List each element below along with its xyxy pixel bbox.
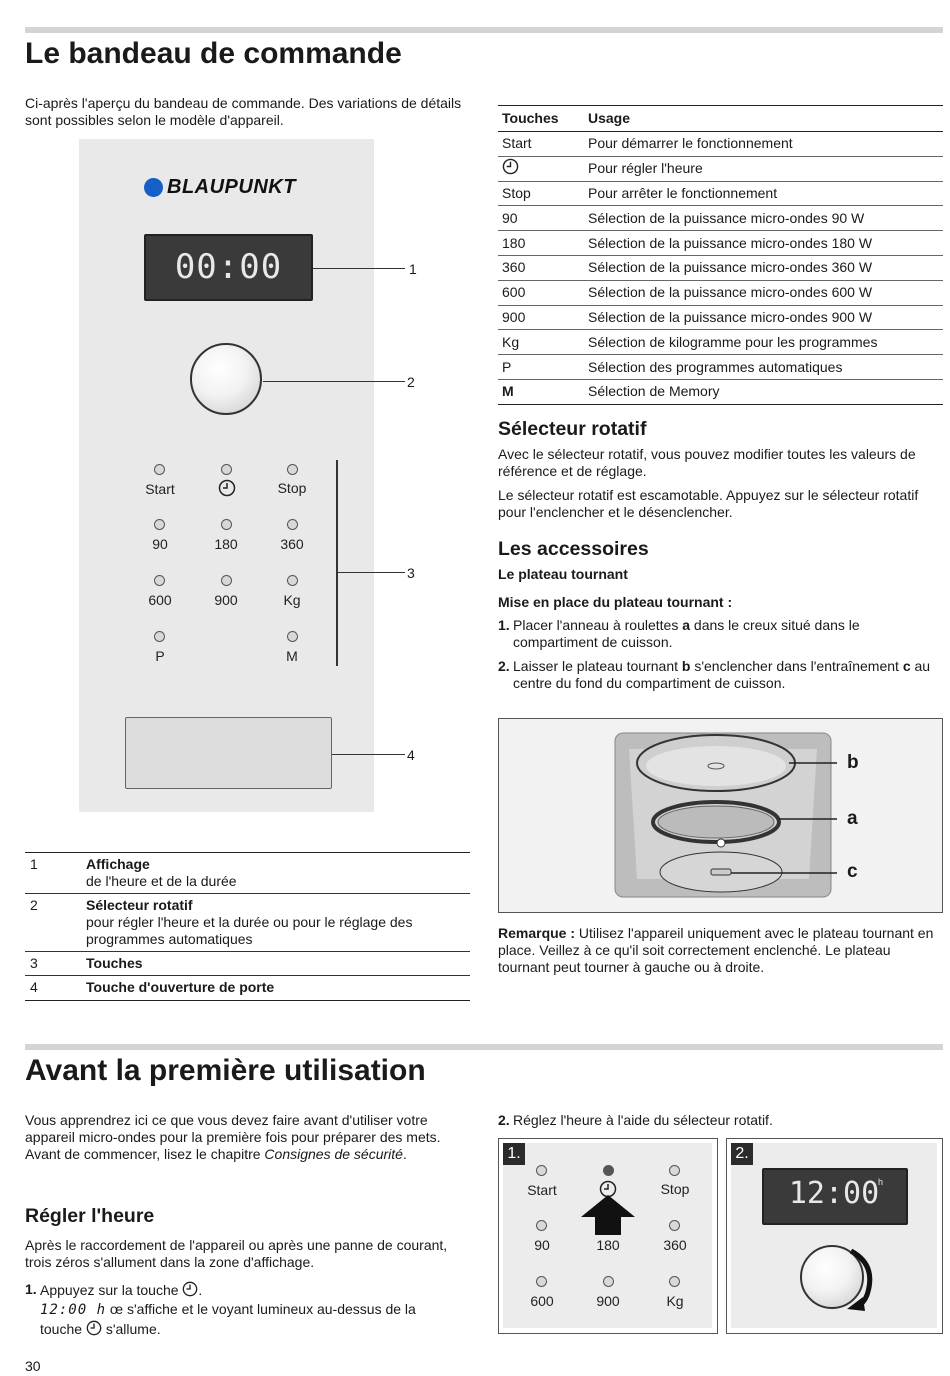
clock-icon bbox=[86, 1320, 102, 1336]
callout-line-2 bbox=[263, 381, 405, 382]
clock-title: Régler l'heure bbox=[25, 1205, 155, 1227]
legend-title: Sélecteur rotatif bbox=[86, 897, 193, 914]
key-label-p: P bbox=[155, 648, 165, 664]
led-kg bbox=[287, 575, 298, 586]
key-label-90: 90 bbox=[534, 1237, 550, 1253]
page-number: 30 bbox=[25, 1358, 41, 1374]
callout-1: 1 bbox=[409, 261, 417, 277]
display-unit: h bbox=[878, 1177, 884, 1187]
step-badge-2: 2. bbox=[731, 1143, 753, 1165]
table-row bbox=[498, 206, 943, 231]
key-cell: 360 bbox=[502, 259, 526, 276]
rotate-arrow-icon bbox=[837, 1247, 879, 1311]
key-label-kg: Kg bbox=[666, 1293, 684, 1309]
led-p bbox=[154, 631, 165, 642]
legend-title: Touches bbox=[86, 955, 143, 972]
table-row bbox=[498, 281, 943, 306]
key-label-900: 900 bbox=[596, 1293, 620, 1309]
led-90 bbox=[536, 1220, 547, 1231]
door-button bbox=[125, 717, 332, 789]
accessories-subtitle: Le plateau tournant bbox=[498, 566, 628, 582]
legend-num: 4 bbox=[30, 979, 38, 996]
led-900 bbox=[603, 1276, 614, 1287]
led-kg bbox=[669, 1276, 680, 1287]
display-glyph: 12:00 h bbox=[40, 1302, 107, 1318]
section-title: Avant la première utilisation bbox=[25, 1054, 426, 1087]
rotary-title: Sélecteur rotatif bbox=[498, 418, 647, 440]
key-cell: Stop bbox=[502, 184, 531, 201]
table-row bbox=[498, 132, 943, 157]
label-a: a bbox=[847, 808, 858, 829]
clock-icon bbox=[218, 479, 236, 497]
header-usage: Usage bbox=[588, 109, 631, 126]
usage-cell: Sélection de Memory bbox=[588, 383, 720, 400]
key-label-start: Start bbox=[145, 481, 175, 497]
legend-row bbox=[25, 853, 470, 894]
callout-4: 4 bbox=[407, 747, 415, 763]
led-start bbox=[536, 1165, 547, 1176]
usage-cell: Pour arrêter le fonctionnement bbox=[588, 184, 778, 201]
brand-logo bbox=[144, 176, 296, 198]
key-label-600: 600 bbox=[530, 1293, 554, 1309]
key-cell: 900 bbox=[502, 308, 526, 325]
section-rule bbox=[25, 1044, 943, 1050]
list-item: 2. Laisser le plateau tournant b s'enclencher dans l'entraînement c au centre du fond du compartiment de cuisson. bbox=[498, 658, 931, 692]
key-cell: Start bbox=[502, 135, 532, 152]
clock-text: Après le raccordement de l'appareil ou après une panne de courant, trois zéros s'allument dans la zone d'affichage. bbox=[25, 1237, 448, 1271]
usage-cell: Sélection de la puissance micro-ondes 900 W bbox=[588, 308, 873, 325]
led-180 bbox=[221, 519, 232, 530]
key-cell: 90 bbox=[502, 209, 518, 226]
led-90 bbox=[154, 519, 165, 530]
usage-cell: Sélection de la puissance micro-ondes 90 W bbox=[588, 209, 865, 226]
usage-cell: Pour régler l'heure bbox=[588, 160, 703, 177]
section2-intro: Vous apprendrez ici ce que vous devez faire avant d'utiliser votre appareil micro-ondes pour la première fois pour préparer des mets. Avant de commencer, lisez le chapitre Consignes de sécurité. bbox=[25, 1112, 441, 1163]
step-number: 2. bbox=[498, 658, 510, 674]
key-label-kg: Kg bbox=[283, 592, 301, 608]
clock-step1-detail-2: touche s'allume. bbox=[40, 1321, 161, 1337]
table-row bbox=[498, 355, 943, 380]
accessories-title: Les accessoires bbox=[498, 538, 649, 560]
led-stop bbox=[287, 464, 298, 475]
callout-2: 2 bbox=[407, 374, 415, 390]
key-cell: 180 bbox=[502, 234, 526, 251]
legend-row bbox=[25, 952, 470, 976]
label-c: c bbox=[847, 861, 858, 882]
table-header bbox=[498, 106, 943, 132]
table-row bbox=[498, 380, 943, 405]
legend-desc: de l'heure et de la durée bbox=[86, 873, 237, 890]
table-row bbox=[498, 157, 943, 182]
keys-table bbox=[498, 105, 943, 405]
keys-bracket bbox=[336, 460, 338, 666]
rotary-knob bbox=[190, 343, 262, 415]
callout-line-4 bbox=[332, 754, 405, 755]
display-screen: 00:00 bbox=[144, 234, 313, 301]
remark: Remarque : Utilisez l'appareil uniquement avec le plateau tournant en place. Veillez à ce qu'il soit correctement enclenché. Le plateau tournant peut tourner à gauche ou à droite. bbox=[498, 925, 934, 976]
table-row bbox=[498, 306, 943, 331]
key-label-600: 600 bbox=[148, 592, 172, 608]
usage-cell: Sélection de la puissance micro-ondes 600 W bbox=[588, 284, 873, 301]
key-label-stop: Stop bbox=[277, 480, 307, 496]
key-cell: 600 bbox=[502, 284, 526, 301]
section-title: Le bandeau de commande bbox=[25, 37, 402, 70]
key-label-360: 360 bbox=[663, 1237, 687, 1253]
step-number: 2. bbox=[498, 1112, 510, 1128]
led-600 bbox=[536, 1276, 547, 1287]
legend-row bbox=[25, 894, 470, 952]
legend-title: Affichage bbox=[86, 856, 150, 872]
display-screen bbox=[762, 1168, 908, 1225]
arrow-up-icon bbox=[581, 1195, 635, 1235]
led-600 bbox=[154, 575, 165, 586]
key-label-start: Start bbox=[527, 1182, 557, 1198]
clock-icon bbox=[182, 1281, 198, 1297]
key-label-360: 360 bbox=[280, 536, 304, 552]
header-keys: Touches bbox=[502, 109, 559, 126]
callout-line-1 bbox=[313, 268, 405, 269]
led-start bbox=[154, 464, 165, 475]
usage-cell: Sélection de la puissance micro-ondes 360 W bbox=[588, 259, 873, 276]
brand-name: BLAUPUNKT bbox=[167, 175, 296, 198]
legend-num: 3 bbox=[30, 955, 38, 972]
figure-step2 bbox=[726, 1138, 943, 1334]
legend-title: Touche d'ouverture de porte bbox=[86, 979, 275, 996]
callout-line-3 bbox=[337, 572, 405, 573]
callout-3: 3 bbox=[407, 565, 415, 581]
led-stop bbox=[669, 1165, 680, 1176]
usage-cell: Pour démarrer le fonctionnement bbox=[588, 135, 793, 152]
rotary-text-2: Le sélecteur rotatif est escamotable. Appuyez sur le sélecteur rotatif pour l'enclencher et le désenclencher. bbox=[498, 487, 919, 521]
step-number: 1. bbox=[498, 617, 510, 633]
key-label-900: 900 bbox=[214, 592, 238, 608]
list-item: 1. Placer l'anneau à roulettes a dans le creux situé dans le compartiment de cuisson. bbox=[498, 617, 860, 651]
key-label-stop: Stop bbox=[660, 1181, 690, 1197]
section-rule bbox=[25, 27, 943, 33]
key-cell: P bbox=[502, 358, 512, 375]
led-360 bbox=[669, 1220, 680, 1231]
legend-num: 2 bbox=[30, 897, 38, 914]
key-label-180: 180 bbox=[596, 1237, 620, 1253]
legend-num: 1 bbox=[30, 856, 38, 872]
step-badge-1: 1. bbox=[503, 1143, 525, 1165]
clock-icon bbox=[502, 158, 519, 175]
list-item: 1. Appuyez sur la touche . bbox=[25, 1281, 203, 1298]
led-clock bbox=[221, 464, 232, 475]
table-row bbox=[498, 256, 943, 281]
legend-table bbox=[25, 852, 470, 1001]
key-label-m: M bbox=[286, 648, 298, 664]
turntable-diagram bbox=[499, 719, 941, 911]
usage-cell: Sélection de la puissance micro-ondes 180 W bbox=[588, 234, 873, 251]
rotary-text-1: Avec le sélecteur rotatif, vous pouvez modifier toutes les valeurs de référence et de réglage. bbox=[498, 446, 916, 480]
led-360 bbox=[287, 519, 298, 530]
figure-step1 bbox=[498, 1138, 718, 1334]
led-m bbox=[287, 631, 298, 642]
clock-step1-detail: 12:00 h œ s'affiche et le voyant lumineux au-dessus de la bbox=[40, 1301, 416, 1318]
usage-cell: Sélection des programmes automatiques bbox=[588, 358, 843, 375]
list-item: 2. Réglez l'heure à l'aide du sélecteur rotatif. bbox=[498, 1112, 773, 1128]
legend-desc: pour régler l'heure et la durée ou pour le réglage des programmes automatiques bbox=[86, 914, 413, 948]
key-cell: M bbox=[502, 383, 514, 400]
brand-dot-icon bbox=[144, 178, 163, 197]
key-label-90: 90 bbox=[152, 536, 168, 552]
install-title: Mise en place du plateau tournant : bbox=[498, 594, 733, 610]
table-row bbox=[498, 330, 943, 355]
led-900 bbox=[221, 575, 232, 586]
table-row bbox=[498, 182, 943, 207]
display-value: 12:00 bbox=[788, 1176, 880, 1211]
table-row bbox=[498, 231, 943, 256]
turntable-figure bbox=[498, 718, 943, 913]
legend-row bbox=[25, 976, 470, 1000]
key-cell: Kg bbox=[502, 333, 520, 350]
key-label-180: 180 bbox=[214, 536, 238, 552]
step-number: 1. bbox=[25, 1281, 37, 1297]
led-clock-lit bbox=[603, 1165, 614, 1176]
label-b: b bbox=[847, 752, 859, 773]
intro-text: Ci-après l'aperçu du bandeau de commande. Des variations de détails sont possibles selon le modèle d'appareil. bbox=[25, 95, 462, 129]
usage-cell: Sélection de kilogramme pour les programmes bbox=[588, 333, 878, 350]
